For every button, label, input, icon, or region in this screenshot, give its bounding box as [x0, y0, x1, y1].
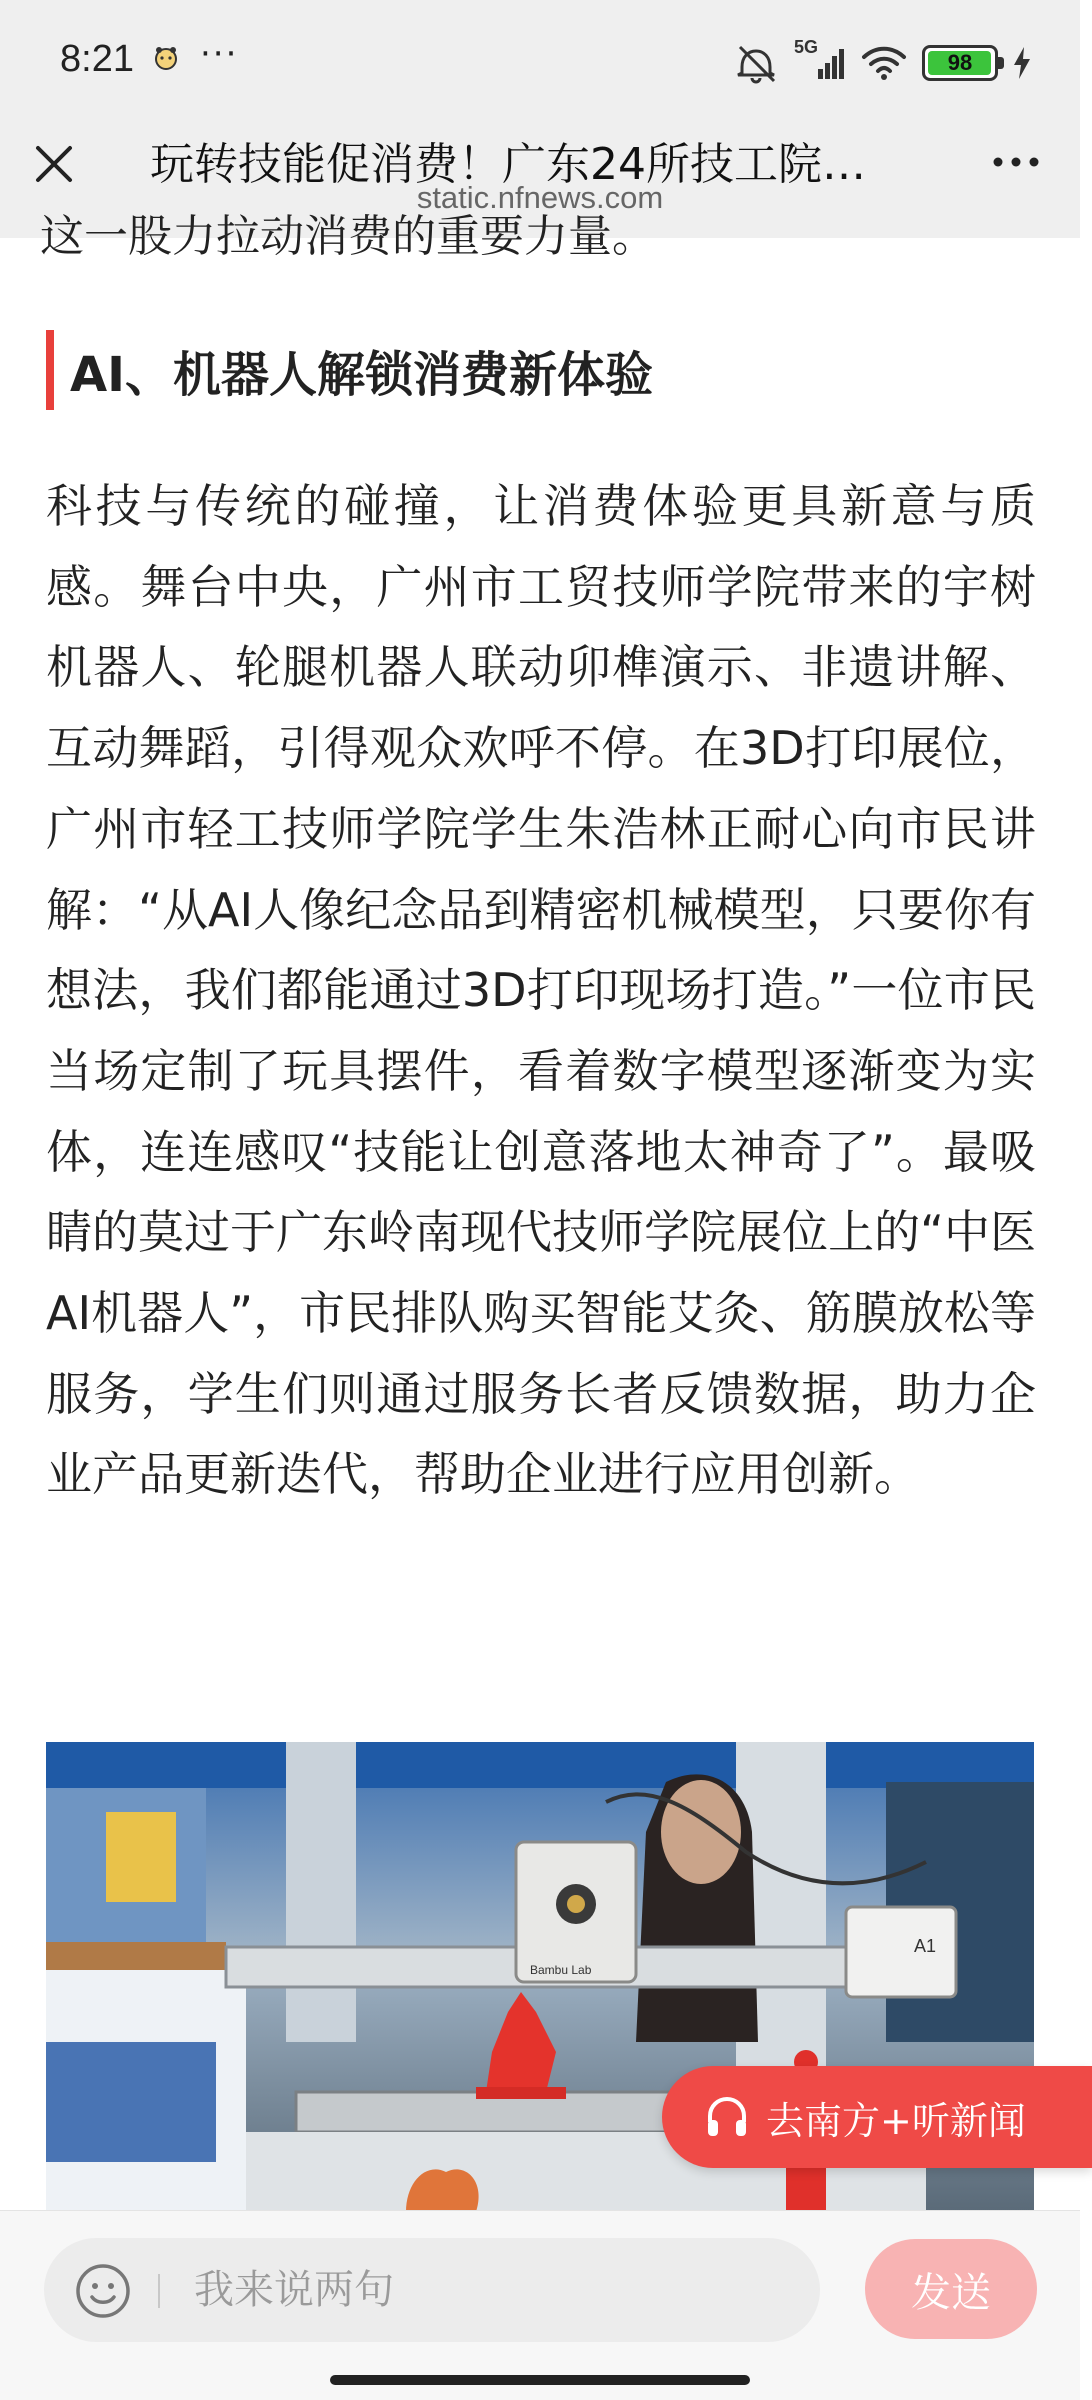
status-bar — [0, 0, 1080, 130]
charging-icon — [1012, 45, 1032, 81]
page-url: static.nfnews.com — [416, 180, 664, 215]
listen-news-label: 去南方+听新闻 — [766, 2098, 1026, 2143]
photo-printer-model: A1 — [914, 1936, 937, 1956]
headphones-icon — [704, 2094, 750, 2140]
article-paragraph: 科技与传统的碰撞，让消费体验更具新意与质感。舞台中央，广州市工贸技师学院带来的宇树机器人、轮腿机器人联动卯榫演示、非遗讲解、互动舞蹈，引得观众欢呼不停。在3D打印展位，广州市轻工技师学院学生朱浩林正耐心向市民讲解：“从AI人像纪念品到精密机械模型，只要你有想法，我们都能通过3D打印现场打造。”一位市民当场定制了玩具摆件，看着数字模型逐渐变为实体，连连感叹“技能让创意落地太神奇了”。最吸睛的莫过于广东岭南现代技师学院展位上的“中医AI机器人”，市民排队购买智能艾灸、筋膜放松等服务，学生们则通过服务长者反馈数据，助力企业产品更新迭代，帮助企业进行应用创新。 — [46, 479, 1036, 1502]
send-button[interactable]: 发送 — [865, 2239, 1037, 2339]
section-heading: AI、机器人解锁消费新体验 — [46, 330, 653, 410]
network-type: 5G — [794, 37, 819, 57]
wifi-icon — [860, 45, 908, 81]
comment-input[interactable] — [44, 2238, 820, 2342]
battery-text: 98 — [947, 50, 973, 75]
mute-icon — [734, 43, 780, 83]
comment-separator — [158, 2274, 160, 2308]
battery-tip — [998, 57, 1004, 69]
status-time: 8:21 — [60, 38, 134, 80]
mascot-icon — [152, 44, 180, 72]
article-content[interactable] — [0, 211, 1080, 2210]
signal-icon — [794, 37, 846, 83]
emoji-icon[interactable] — [74, 2262, 132, 2320]
previous-paragraph-tail: 这一股力拉动消费的重要力量。 — [40, 211, 656, 262]
comment-placeholder: 我来说两句 — [194, 2267, 394, 2313]
status-more-dots: ··· — [200, 34, 239, 74]
battery-icon — [922, 45, 998, 81]
home-indicator[interactable] — [330, 2375, 750, 2385]
page-title: 玩转技能促消费！广东24所技工院… — [150, 139, 866, 190]
more-options-icon[interactable] — [986, 142, 1046, 182]
comment-bar — [0, 2210, 1080, 2400]
listen-news-button[interactable] — [662, 2066, 1092, 2168]
status-icons — [734, 38, 1032, 88]
photo-printer-brand: Bambu Lab — [530, 1963, 592, 1977]
